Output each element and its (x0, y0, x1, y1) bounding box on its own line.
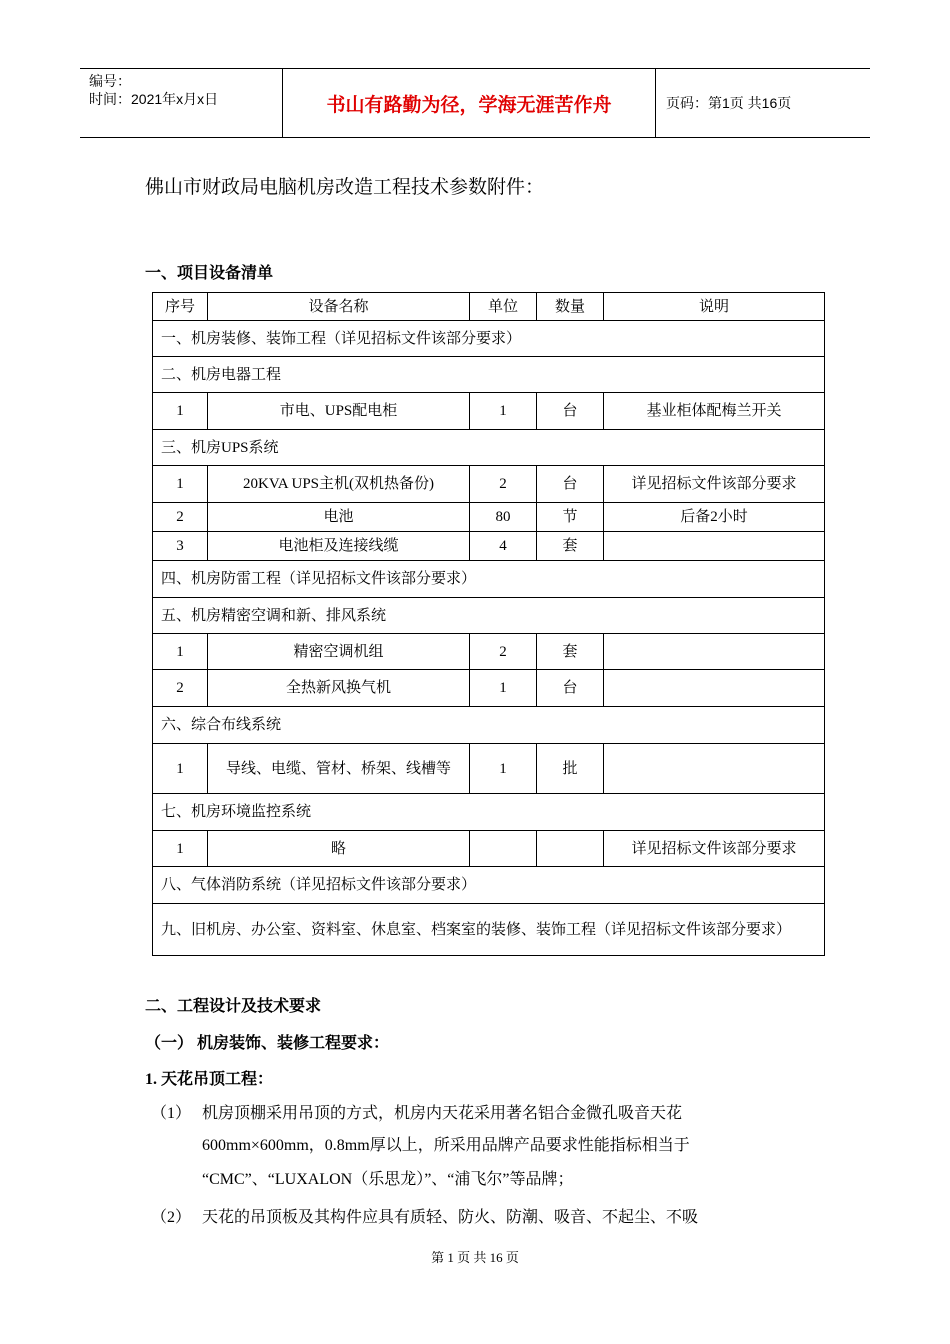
table-cell: 后备2小时 (604, 503, 825, 532)
table-section-row (153, 598, 825, 634)
table-cell: 批 (537, 744, 604, 794)
table-cell: 节 (537, 503, 604, 532)
para2-number: （2） (151, 1209, 192, 1226)
table-cell: 80 (470, 503, 537, 532)
table-row (153, 466, 825, 503)
table-cell: 1 (153, 634, 208, 670)
table-section-cell: 二、机房电器工程 (153, 357, 825, 393)
table-cell (604, 532, 825, 561)
table-row (153, 393, 825, 430)
document-title: 佛山市财政局电脑机房改造工程技术参数附件： (145, 177, 545, 198)
table-cell: 导线、电缆、管材、桥架、线槽等 (208, 744, 470, 794)
table-cell (604, 670, 825, 707)
table-cell (470, 831, 537, 867)
table-cell: 套 (537, 634, 604, 670)
table-cell: 套 (537, 532, 604, 561)
table-header-cell: 序号 (153, 293, 208, 321)
table-row (153, 744, 825, 794)
para1-line1: 机房顶棚采用吊顶的方式，机房内天花采用著名铝合金微孔吸音天花 (202, 1105, 683, 1122)
equipment-table (152, 292, 825, 956)
table-header-row (153, 293, 825, 321)
para1-line3: “CMC”、“LUXALON（乐思龙）”、“浦飞尔”等品牌； (202, 1171, 574, 1188)
header-meta (80, 69, 282, 137)
table-section-cell: 七、机房环境监控系统 (153, 794, 825, 831)
table-section-cell: 八、气体消防系统（详见招标文件该部分要求） (153, 867, 825, 904)
table-cell: 2 (470, 634, 537, 670)
table-section-row (153, 321, 825, 357)
section1-title: 一、项目设备清单 (145, 265, 274, 282)
table-cell: 台 (537, 670, 604, 707)
table-section-row (153, 794, 825, 831)
table-cell (537, 831, 604, 867)
table-cell: 电池柜及连接线缆 (208, 532, 470, 561)
table-cell: 台 (537, 393, 604, 430)
table-cell: 2 (470, 466, 537, 503)
table-cell: 略 (208, 831, 470, 867)
table-cell: 基业柜体配梅兰开关 (604, 393, 825, 430)
table-section-row (153, 904, 825, 956)
page-footer: 第 1 页 共 16 页 (431, 1250, 519, 1265)
table-cell: 3 (153, 532, 208, 561)
table-section-cell: 四、机房防雷工程（详见招标文件该部分要求） (153, 561, 825, 598)
table-row (153, 670, 825, 707)
table-section-row (153, 561, 825, 598)
table-cell: 市电、UPS配电柜 (208, 393, 470, 430)
para1-line2: 600mm×600mm，0.8mm厚以上，所采用品牌产品要求性能指标相当于 (202, 1137, 690, 1154)
table-section-cell: 九、旧机房、办公室、资料室、休息室、档案室的装修、装饰工程（详见招标文件该部分要求） (153, 904, 825, 956)
table-row (153, 503, 825, 532)
table-header-cell: 数量 (537, 293, 604, 321)
subsection1-title: （一） 机房装饰、装修工程要求： (145, 1035, 390, 1052)
table-section-cell: 五、机房精密空调和新、排风系统 (153, 598, 825, 634)
table-section-cell: 一、机房装修、装饰工程（详见招标文件该部分要求） (153, 321, 825, 357)
table-header-cell: 设备名称 (208, 293, 470, 321)
table-cell (604, 744, 825, 794)
table-cell: 详见招标文件该部分要求 (604, 831, 825, 867)
item1-title: 1. 天花吊顶工程： (145, 1071, 274, 1088)
table-cell: 1 (470, 393, 537, 430)
table-cell: 详见招标文件该部分要求 (604, 466, 825, 503)
table-cell: 1 (470, 744, 537, 794)
table-cell: 1 (153, 466, 208, 503)
number-label: 编号： (89, 73, 131, 89)
table-row (153, 532, 825, 561)
table-header-cell: 说明 (604, 293, 825, 321)
table-header-cell: 单位 (470, 293, 537, 321)
table-cell (604, 634, 825, 670)
table-cell: 4 (470, 532, 537, 561)
table-section-row (153, 867, 825, 904)
header-page-info: 页码：第1页 共16页 (666, 95, 792, 111)
table-section-row (153, 357, 825, 393)
table-cell: 精密空调机组 (208, 634, 470, 670)
table-cell: 2 (153, 503, 208, 532)
table-cell: 20KVA UPS主机(双机热备份) (208, 466, 470, 503)
table-cell: 1 (470, 670, 537, 707)
para2-line1: 天花的吊顶板及其构件应具有质轻、防火、防潮、吸音、不起尘、不吸 (202, 1209, 699, 1226)
table-cell: 台 (537, 466, 604, 503)
table-cell: 全热新风换气机 (208, 670, 470, 707)
page-header (80, 68, 870, 138)
table-section-cell: 三、机房UPS系统 (153, 430, 825, 466)
table-cell: 2 (153, 670, 208, 707)
table-section-row (153, 707, 825, 744)
table-section-row (153, 430, 825, 466)
table-section-cell: 六、综合布线系统 (153, 707, 825, 744)
section2-title: 二、工程设计及技术要求 (145, 998, 322, 1015)
header-motto: 书山有路勤为径，学海无涯苦作舟 (282, 69, 656, 137)
table-cell: 1 (153, 744, 208, 794)
table-cell: 1 (153, 393, 208, 430)
time-label: 时间：2021年x月x日 (89, 91, 219, 107)
para1-number: （1） (151, 1105, 192, 1122)
table-cell: 电池 (208, 503, 470, 532)
table-row (153, 634, 825, 670)
table-row (153, 831, 825, 867)
table-cell: 1 (153, 831, 208, 867)
